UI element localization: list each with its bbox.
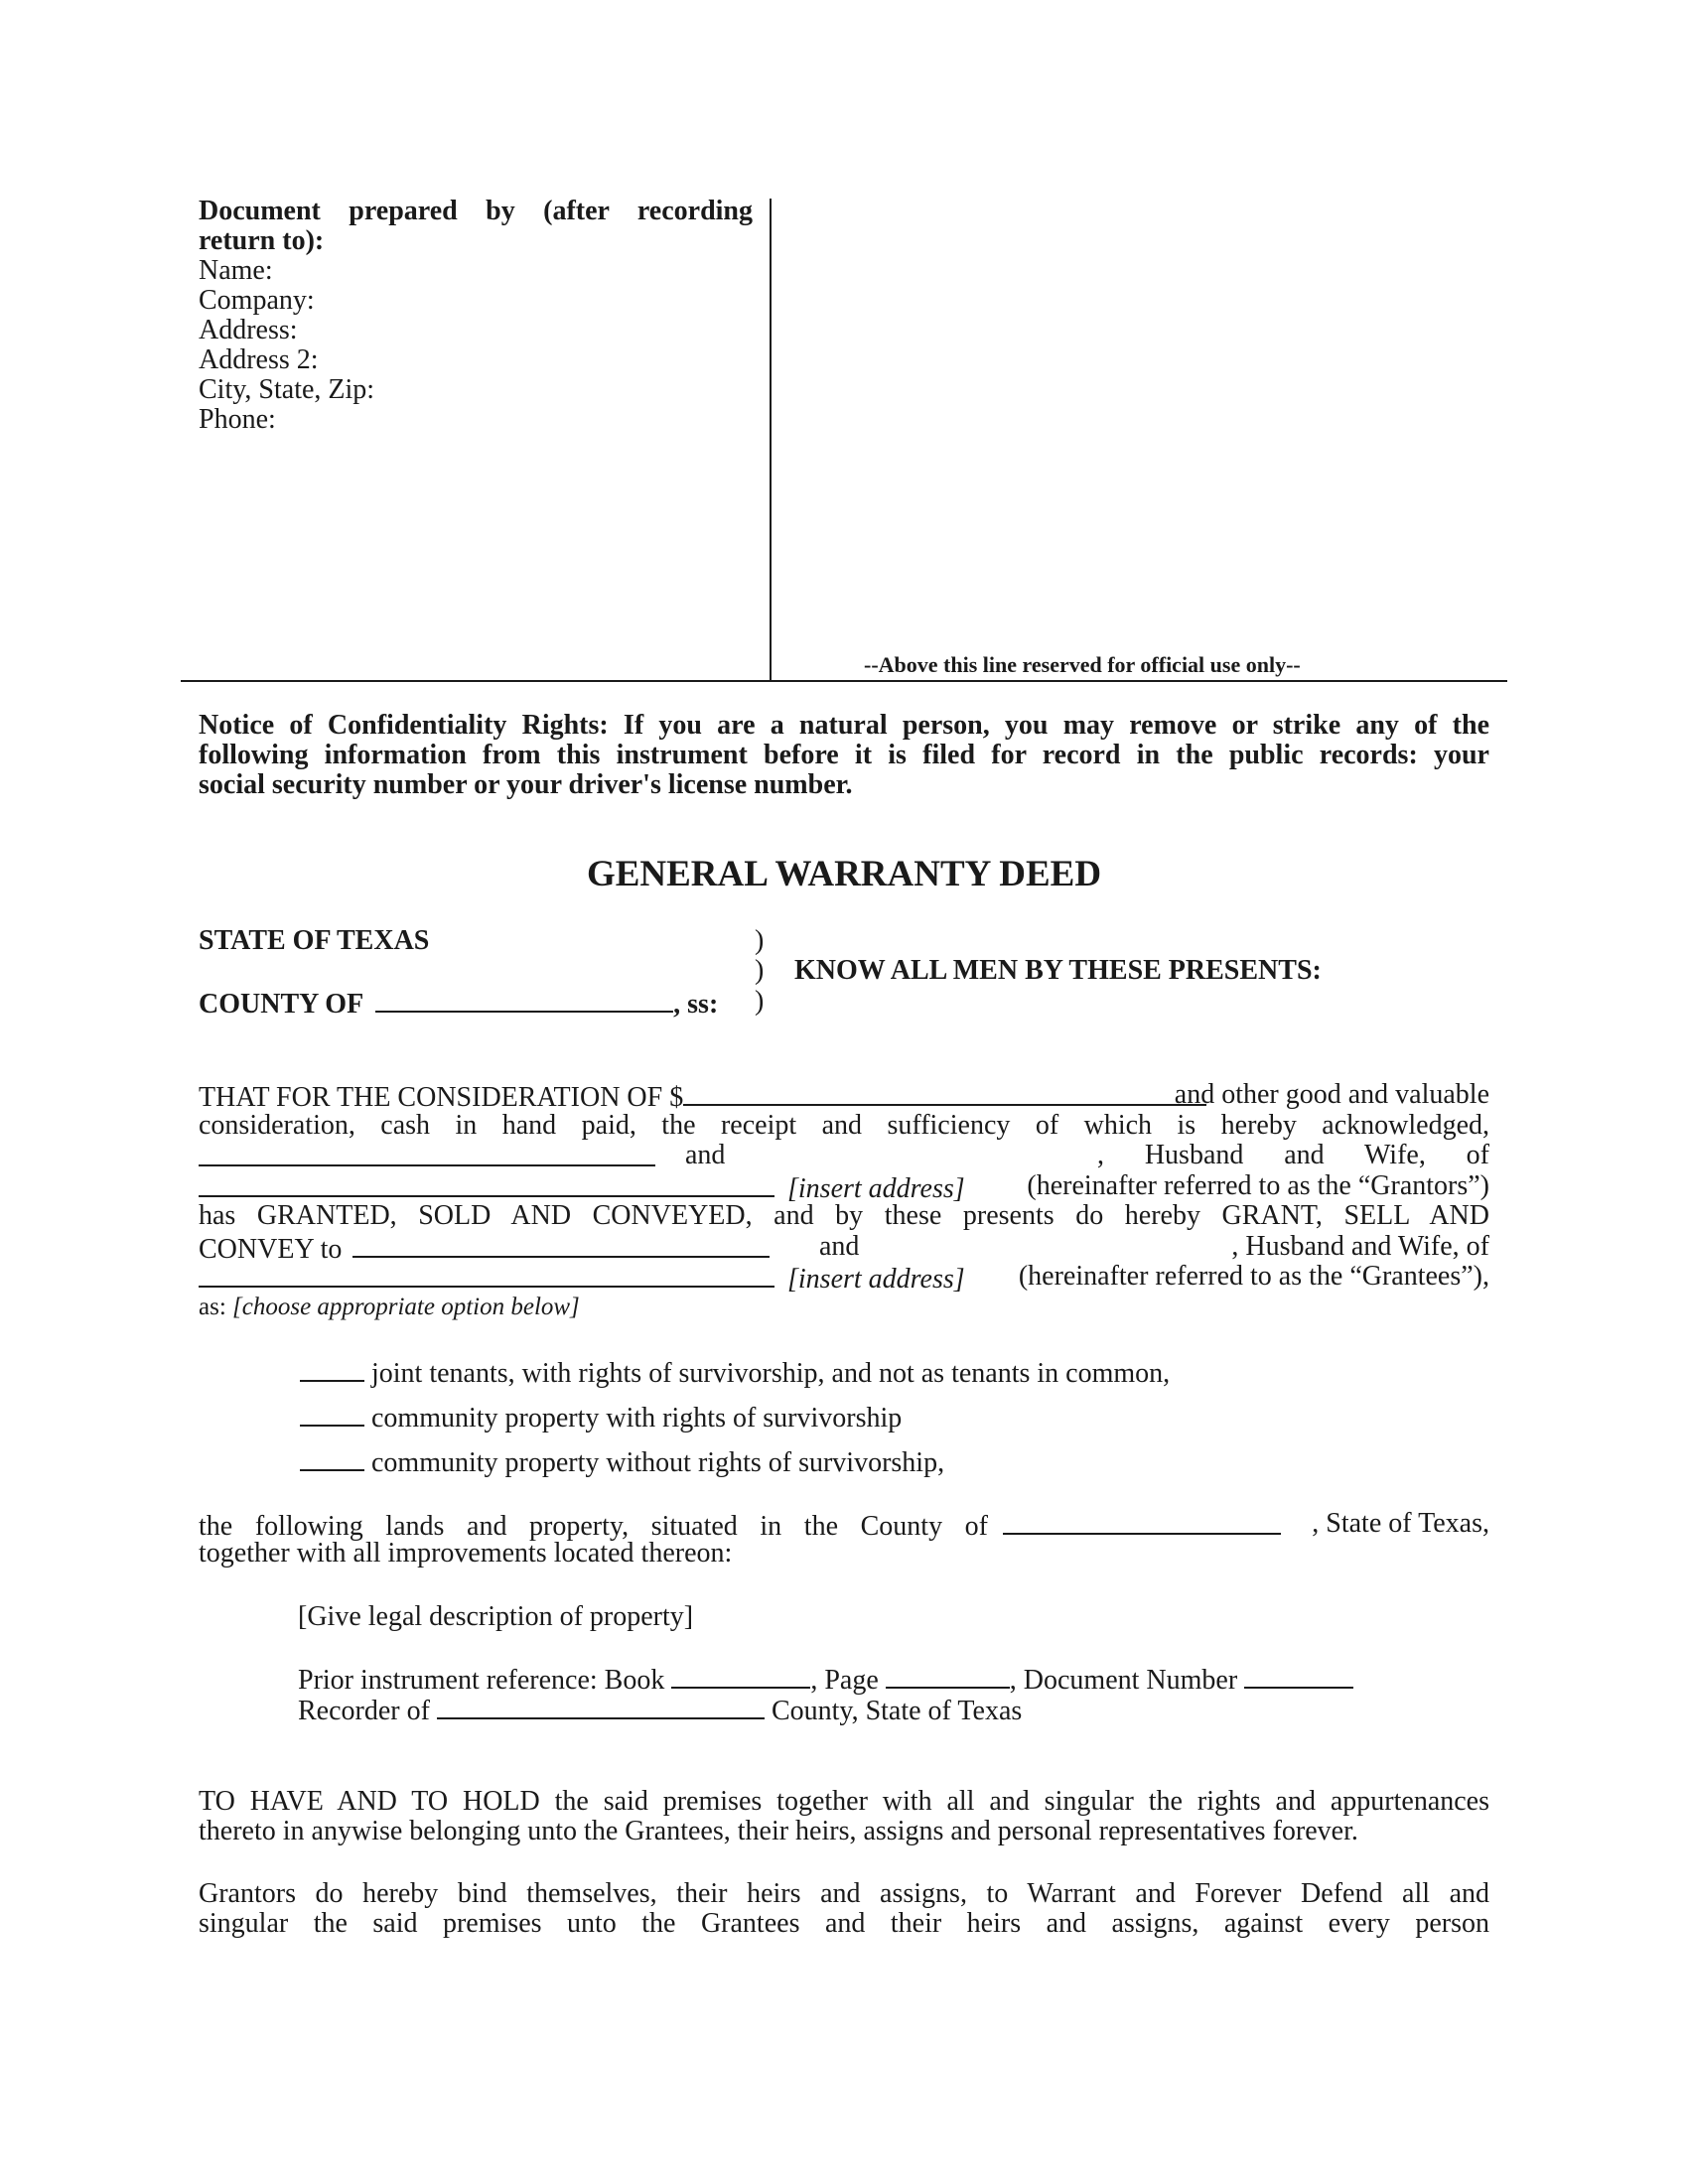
grantors-address-blank[interactable] xyxy=(199,1171,774,1197)
county-line xyxy=(199,987,718,1020)
document-number-blank[interactable] xyxy=(1244,1663,1353,1689)
state-of-texas-text: , State of Texas, xyxy=(1312,1508,1489,1539)
consideration-line-5: has GRANTED, SOLD AND CONVEYED, and by these presents do hereby GRANT, SELL AND xyxy=(199,1200,1489,1231)
grantor1-name-blank[interactable] xyxy=(199,1141,655,1166)
document-number-label: , Document Number xyxy=(1009,1665,1238,1696)
lands-line-2: together with all improvements located thereon: xyxy=(199,1538,733,1569)
option-label: community property with rights of survivorship xyxy=(371,1403,903,1433)
reserved-official-use-label: --Above this line reserved for official use only-- xyxy=(864,652,1301,677)
consideration-paragraph xyxy=(199,1080,1489,1322)
habendum-line: thereto in anywise belonging unto the Grantees, their heirs, assigns and personal representatives forever. xyxy=(199,1816,1358,1846)
state-of-texas-label: STATE OF TEXAS xyxy=(199,925,430,956)
county-blank[interactable] xyxy=(375,987,673,1013)
insert-address-label: [insert address] xyxy=(787,1172,965,1204)
prior-instrument-label: Prior instrument reference: Book xyxy=(298,1665,665,1696)
grantee2-name-blank[interactable] xyxy=(874,1080,1206,1106)
document-title: GENERAL WARRANTY DEED xyxy=(586,854,1102,894)
preparer-phone-field: Phone: xyxy=(199,404,276,435)
convey-to-label: CONVEY to xyxy=(199,1233,343,1265)
horizontal-divider xyxy=(181,680,1507,682)
and-label: and xyxy=(685,1140,726,1170)
know-all-men-heading: KNOW ALL MEN BY THESE PRESENTS: xyxy=(794,955,1322,986)
option-checkbox-blank[interactable] xyxy=(300,1401,364,1427)
county-state-label: County, State of Texas xyxy=(771,1696,1023,1726)
consideration-label: THAT FOR THE CONSIDERATION OF $ xyxy=(199,1082,684,1113)
lands-line-1 xyxy=(199,1508,1489,1542)
notice-line: following information from this instrument before it is filed for record in the public records: your xyxy=(199,740,1489,770)
recorder-county-blank[interactable] xyxy=(437,1694,765,1719)
consideration-other-text: and other good and valuable xyxy=(1174,1079,1489,1110)
option-community-without-survivorship xyxy=(300,1445,944,1478)
husband-wife-label: , Husband and Wife, of xyxy=(1231,1230,1489,1262)
preparer-address-field: Address: xyxy=(199,315,298,345)
preparer-heading-line1: Document prepared by (after recording xyxy=(199,196,753,226)
warranty-paragraph xyxy=(199,1879,1489,1939)
lands-text: the following lands and property, situated in the County of xyxy=(199,1511,988,1542)
preparer-address2-field: Address 2: xyxy=(199,344,319,375)
venue-paren: ) xyxy=(755,986,765,1017)
book-blank[interactable] xyxy=(671,1663,810,1689)
consideration-line-4 xyxy=(199,1171,1489,1202)
preparer-city-state-zip-field: City, State, Zip: xyxy=(199,374,375,405)
option-checkbox-blank[interactable] xyxy=(300,1356,364,1382)
recorder-line xyxy=(298,1694,1022,1726)
venue-paren: ) xyxy=(755,955,765,986)
notice-line: social security number or your driver's license number. xyxy=(199,769,853,800)
legal-description-placeholder: [Give legal description of property] xyxy=(298,1601,694,1632)
and-label: and xyxy=(819,1230,860,1262)
option-community-with-survivorship xyxy=(300,1401,902,1433)
as-label: as: xyxy=(199,1293,226,1320)
option-checkbox-blank[interactable] xyxy=(300,1445,364,1471)
grantees-reference: (hereinafter referred to as the “Grantees”), xyxy=(1018,1261,1489,1292)
preparer-company-field: Company: xyxy=(199,285,315,316)
lands-county-blank[interactable] xyxy=(1003,1509,1281,1535)
lands-paragraph xyxy=(199,1509,1489,1569)
insert-address-label: [insert address] xyxy=(787,1264,965,1295)
option-label: community property without rights of survivorship, xyxy=(371,1447,945,1478)
husband-wife-label: , Husband and Wife, of xyxy=(1097,1140,1489,1170)
notice-line: Notice of Confidentiality Rights: If you are a natural person, you may remove or strike any of the xyxy=(199,710,1489,741)
choose-option-label: [choose appropriate option below] xyxy=(232,1293,580,1320)
county-label: COUNTY OF xyxy=(199,989,363,1020)
page-blank[interactable] xyxy=(886,1663,1010,1689)
venue-paren: ) xyxy=(755,925,765,956)
grantees-address-blank[interactable] xyxy=(199,1262,774,1288)
preparer-name-field: Name: xyxy=(199,255,273,286)
habendum-paragraph xyxy=(199,1787,1489,1846)
page-label: , Page xyxy=(810,1665,879,1696)
confidentiality-notice xyxy=(199,711,1489,800)
vertical-divider xyxy=(770,199,772,680)
consideration-line-8 xyxy=(199,1293,1489,1323)
warranty-line: Grantors do hereby bind themselves, their heirs and assigns, to Warrant and Forever Defend all and xyxy=(199,1878,1489,1909)
prior-instrument-line xyxy=(298,1663,1353,1696)
ss-label: , ss: xyxy=(673,989,719,1020)
grantors-reference: (hereinafter referred to as the “Grantors”) xyxy=(1027,1169,1489,1201)
option-joint-tenants xyxy=(300,1356,1170,1389)
consideration-line-2: consideration, cash in hand paid, the receipt and sufficiency of which is hereby acknowledged, xyxy=(199,1109,1489,1141)
preparer-block xyxy=(199,197,753,435)
option-label: joint tenants, with rights of survivorship, and not as tenants in common, xyxy=(371,1358,1171,1389)
consideration-line-3 xyxy=(199,1141,1489,1171)
preparer-heading-line2: return to): xyxy=(199,225,325,256)
recorder-label: Recorder of xyxy=(298,1696,430,1726)
grantee1-name-blank[interactable] xyxy=(352,1232,770,1258)
warranty-line: singular the said premises unto the Grantees and their heirs and assigns, against every person xyxy=(199,1908,1489,1939)
consideration-line-7 xyxy=(199,1262,1489,1293)
consideration-line-6 xyxy=(199,1232,1489,1263)
habendum-line: TO HAVE AND TO HOLD the said premises together with all and singular the rights and appurtenances xyxy=(199,1786,1489,1817)
